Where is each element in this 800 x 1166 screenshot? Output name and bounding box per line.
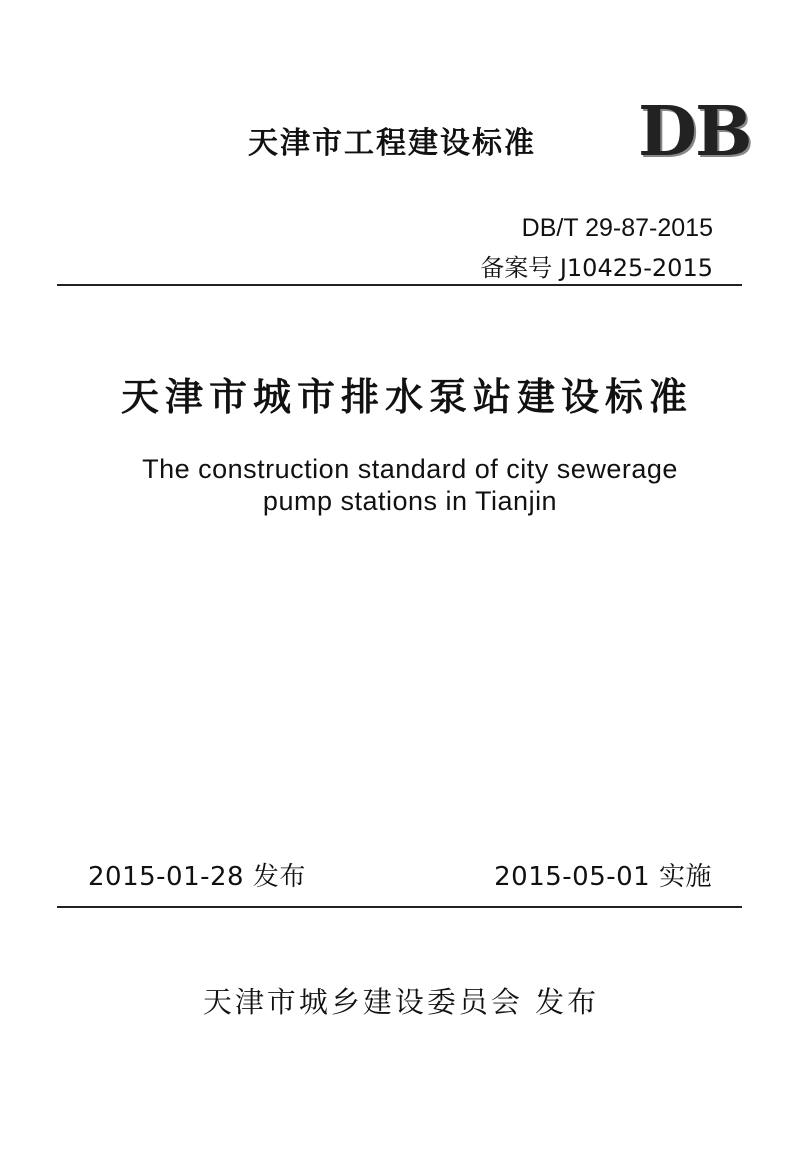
db-logo: DB: [638, 92, 751, 172]
record-number: 备案号 J10425-2015: [480, 254, 713, 282]
issue-date: 2015-01-28 发布: [88, 862, 306, 892]
document-title-english-line2: pump stations in Tianjin: [262, 486, 558, 516]
bottom-divider: [57, 906, 742, 908]
document-title-english-line1: The construction standard of city sewerage: [142, 454, 678, 484]
standard-number: DB/T 29-87-2015: [521, 214, 713, 242]
publisher: 天津市城乡建设委员会 发布: [202, 985, 600, 1019]
series-title: 天津市工程建设标准: [248, 126, 536, 161]
top-divider: [57, 284, 742, 286]
effective-date: 2015-05-01 实施: [494, 862, 712, 892]
document-title-chinese: 天津市城市排水泵站建设标准: [120, 375, 693, 419]
